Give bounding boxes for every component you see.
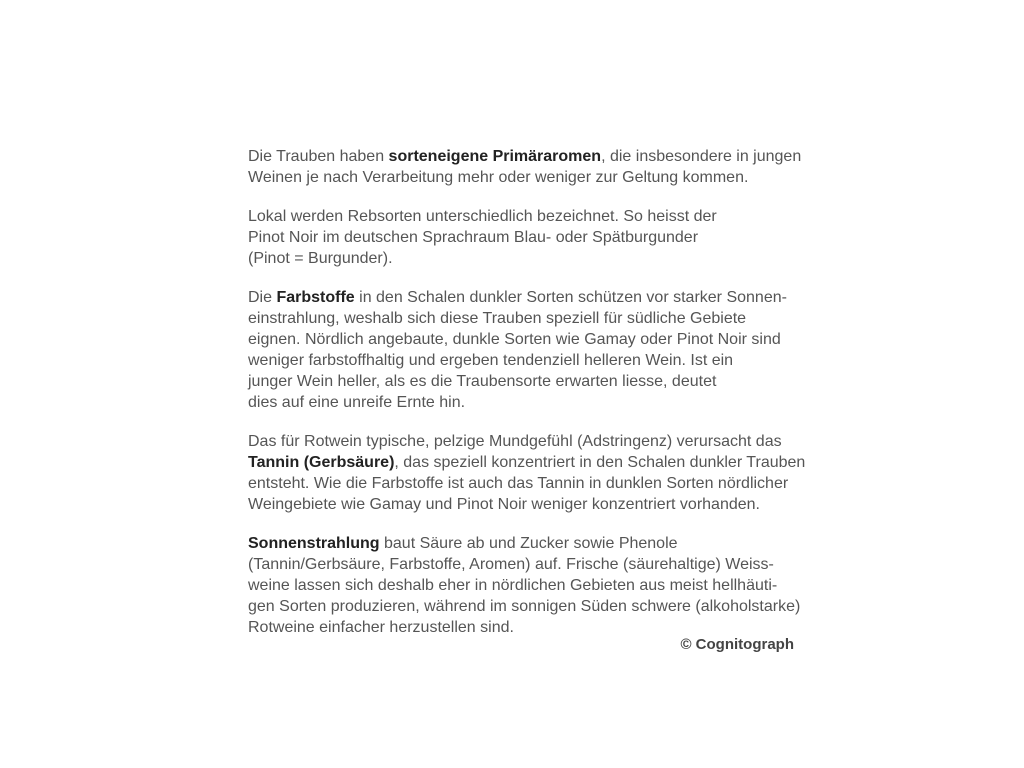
text-line: junger Wein heller, als es die Traubensorte erwarten liesse, deutet (248, 373, 717, 390)
text-line: gen Sorten produzieren, während im sonnigen Süden schwere (alkoholstarke) (248, 598, 801, 615)
text-line: Das für Rotwein typische, pelzige Mundgefühl (Adstringenz) verursacht das (248, 433, 782, 450)
text-line: Lokal werden Rebsorten unterschiedlich bezeichnet. So heisst der (248, 208, 717, 225)
body-text (248, 146, 808, 656)
text-line: Pinot Noir im deutschen Sprachraum Blau- oder Spätburgunder (248, 229, 699, 246)
copyright-credit: © Cognitograph (680, 636, 794, 653)
paragraph-sunlight (248, 533, 808, 638)
text-line: Rotweine einfacher herzustellen sind. (248, 619, 514, 636)
text-line: (Tannin/Gerbsäure, Farbstoffe, Aromen) auf. Frische (säurehaltige) Weiss- (248, 556, 774, 573)
text-line: (Pinot = Burgunder). (248, 250, 393, 267)
text-line: eignen. Nördlich angebaute, dunkle Sorten wie Gamay oder Pinot Noir sind (248, 331, 781, 348)
text-line: weine lassen sich deshalb eher in nördlichen Gebieten aus meist hellhäuti- (248, 577, 778, 594)
paragraph-pigments (248, 287, 808, 413)
keyword: Farbstoffe (276, 289, 355, 306)
text-line: Die Trauben haben sorteneigene Primäraromen, die insbesondere in jungen (248, 148, 802, 165)
text-line: einstrahlung, weshalb sich diese Trauben speziell für südliche Gebiete (248, 310, 747, 327)
paragraph-primary-aromas (248, 146, 808, 188)
text-line: dies auf eine unreife Ernte hin. (248, 394, 466, 411)
text-line: Weingebiete wie Gamay und Pinot Noir weniger konzentriert vorhanden. (248, 496, 760, 513)
text-line: Weinen je nach Verarbeitung mehr oder weniger zur Geltung kommen. (248, 169, 749, 186)
paragraph-local-names (248, 206, 808, 269)
keyword: Sonnenstrahlung (248, 535, 380, 552)
paragraph-tannin (248, 431, 808, 515)
text-line: entsteht. Wie die Farbstoffe ist auch das Tannin in dunklen Sorten nördlicher (248, 475, 789, 492)
text-line: Sonnenstrahlung baut Säure ab und Zucker sowie Phenole (248, 535, 678, 552)
keyword: sorteneigene Primäraromen (388, 148, 602, 165)
text-line: weniger farbstoffhaltig und ergeben tendenziell helleren Wein. Ist ein (248, 352, 734, 369)
text-line: Tannin (Gerbsäure), das speziell konzentriert in den Schalen dunkler Trauben (248, 454, 806, 471)
keyword: Tannin (Gerbsäure) (248, 454, 395, 471)
text-line: Die Farbstoffe in den Schalen dunkler Sorten schützen vor starker Sonnen- (248, 289, 787, 306)
